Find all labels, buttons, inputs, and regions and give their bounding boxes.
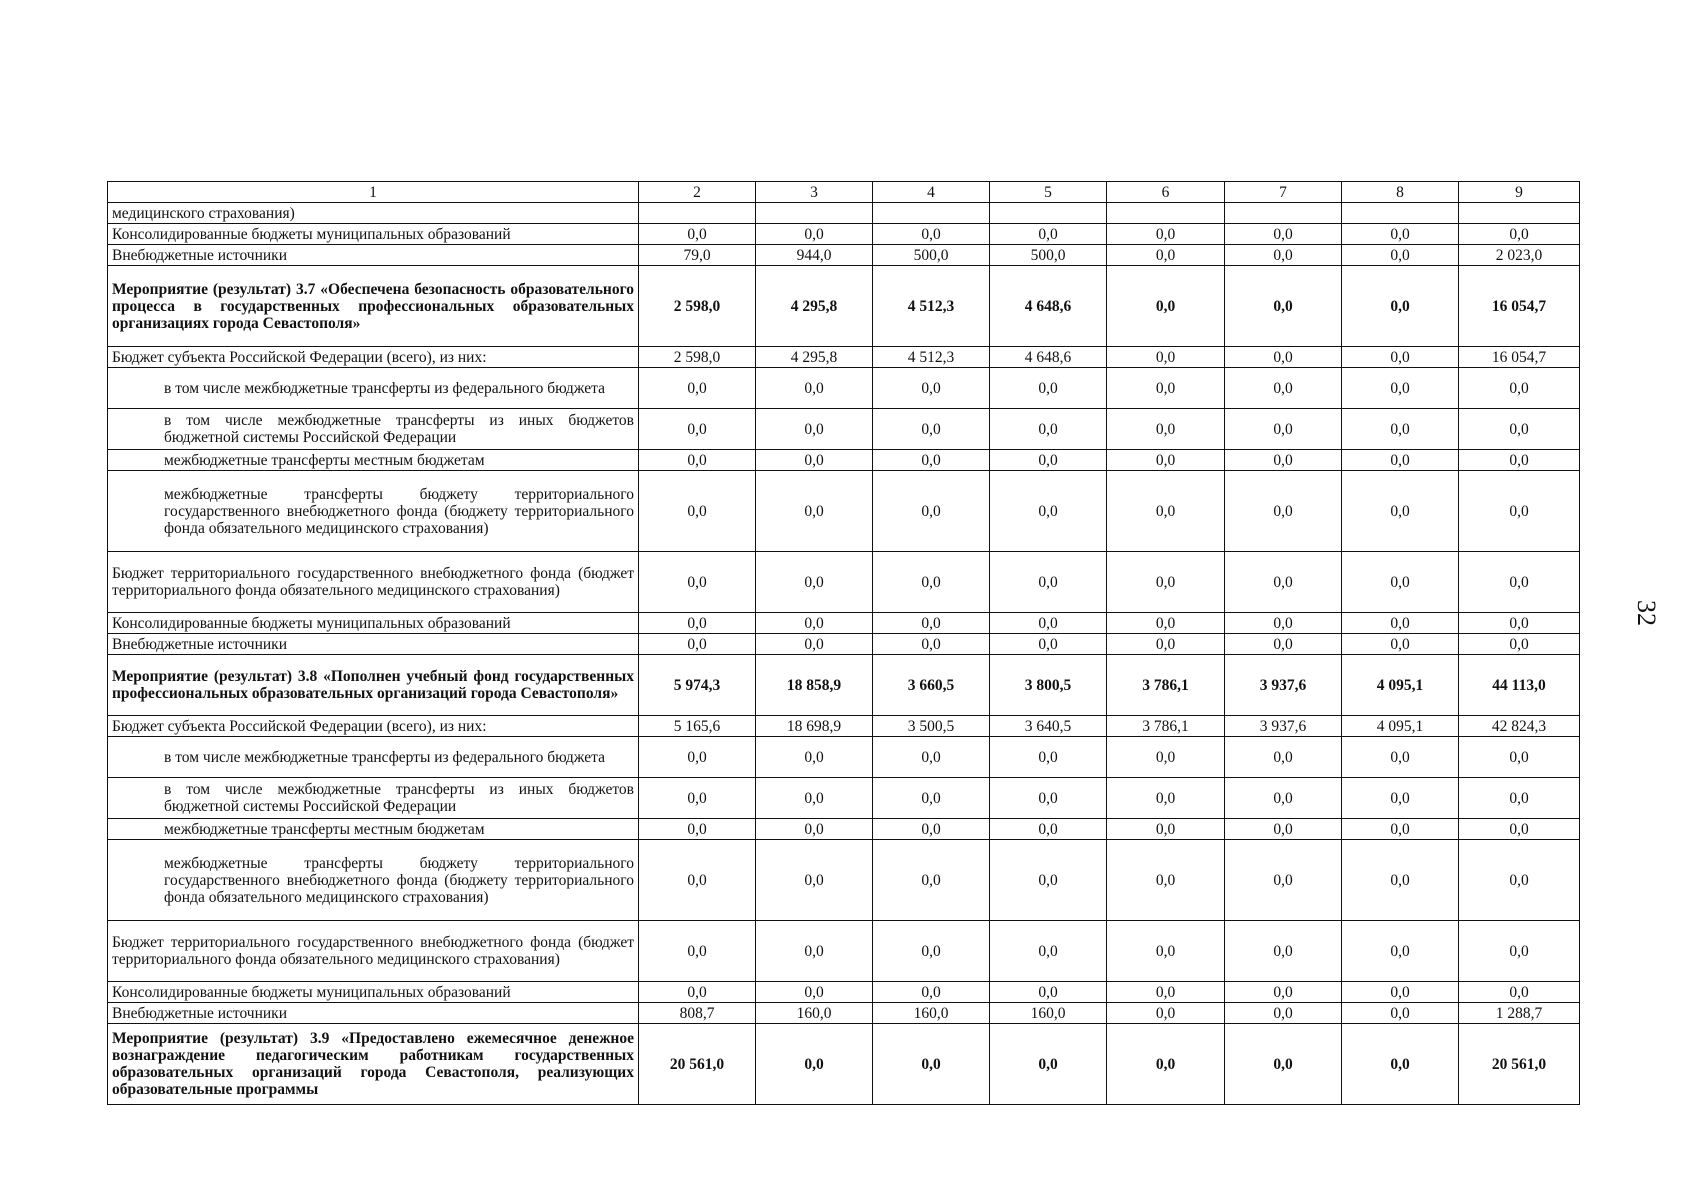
column-header: 7 [1225, 182, 1342, 203]
cell-value: 1 288,7 [1459, 1003, 1580, 1024]
cell-value: 0,0 [1225, 409, 1342, 450]
cell-value: 0,0 [1107, 982, 1225, 1003]
cell-value: 0,0 [873, 778, 990, 819]
cell-value: 0,0 [990, 450, 1107, 471]
cell-value: 0,0 [1225, 613, 1342, 634]
cell-value: 3 800,5 [990, 655, 1107, 716]
cell-value: 3 786,1 [1107, 655, 1225, 716]
cell-value: 0,0 [1342, 450, 1459, 471]
cell-value: 79,0 [639, 245, 756, 266]
cell-value: 0,0 [1342, 819, 1459, 840]
cell-value: 0,0 [1107, 224, 1225, 245]
column-header: 8 [1342, 182, 1459, 203]
cell-value: 0,0 [1107, 409, 1225, 450]
budget-table [107, 181, 1580, 1105]
budget-table-sheet [107, 181, 1579, 1105]
cell-value: 0,0 [1342, 737, 1459, 778]
cell-value: 0,0 [1107, 347, 1225, 368]
table-row [108, 471, 1580, 552]
cell-value: 0,0 [1107, 778, 1225, 819]
cell-value: 5 974,3 [639, 655, 756, 716]
cell-value: 0,0 [873, 409, 990, 450]
cell-value: 4 648,6 [990, 266, 1107, 347]
cell-value: 0,0 [990, 778, 1107, 819]
cell-value: 0,0 [1225, 778, 1342, 819]
cell-value: 0,0 [1342, 471, 1459, 552]
table-row [108, 921, 1580, 982]
cell-value: 4 295,8 [756, 266, 873, 347]
column-header: 3 [756, 182, 873, 203]
cell-value: 0,0 [756, 840, 873, 921]
cell-value: 0,0 [990, 634, 1107, 655]
cell-value: 0,0 [1225, 1003, 1342, 1024]
column-header: 9 [1459, 182, 1580, 203]
cell-value: 16 054,7 [1459, 266, 1580, 347]
table-row [108, 982, 1580, 1003]
cell-value: 0,0 [756, 368, 873, 409]
cell-value: 0,0 [1459, 921, 1580, 982]
cell-value: 0,0 [756, 450, 873, 471]
row-label: Внебюджетные источники [108, 245, 639, 266]
cell-value: 0,0 [1342, 245, 1459, 266]
cell-value: 0,0 [873, 1024, 990, 1105]
cell-value: 0,0 [1225, 450, 1342, 471]
cell-value: 0,0 [1107, 471, 1225, 552]
cell-value: 0,0 [873, 840, 990, 921]
row-label: Мероприятие (результат) 3.8 «Пополнен учебный фонд государственных профессиональных образовательных организаций города Севастополя» [108, 655, 639, 716]
table-row [108, 716, 1580, 737]
cell-value: 0,0 [990, 409, 1107, 450]
row-label: межбюджетные трансферты местным бюджетам [108, 819, 639, 840]
cell-value: 0,0 [639, 982, 756, 1003]
cell-value: 0,0 [1342, 552, 1459, 613]
cell-value: 0,0 [990, 982, 1107, 1003]
cell-value: 0,0 [1107, 613, 1225, 634]
cell-value: 0,0 [639, 634, 756, 655]
cell-value: 0,0 [639, 921, 756, 982]
cell-value: 0,0 [1225, 245, 1342, 266]
cell-value: 0,0 [1459, 471, 1580, 552]
cell-value: 0,0 [639, 450, 756, 471]
cell-value: 0,0 [873, 921, 990, 982]
cell-value: 0,0 [990, 1024, 1107, 1105]
table-header-row [108, 182, 1580, 203]
cell-value: 3 640,5 [990, 716, 1107, 737]
table-row-activity [108, 1024, 1580, 1105]
cell-value: 0,0 [1342, 921, 1459, 982]
cell-value: 0,0 [1342, 266, 1459, 347]
cell-value: 0,0 [873, 224, 990, 245]
table-row [108, 552, 1580, 613]
table-row [108, 737, 1580, 778]
cell-value: 0,0 [1459, 450, 1580, 471]
cell-value: 0,0 [639, 613, 756, 634]
row-label: в том числе межбюджетные трансферты из федерального бюджета [108, 368, 639, 409]
cell-value: 0,0 [1342, 613, 1459, 634]
cell-value: 0,0 [1225, 1024, 1342, 1105]
table-row [108, 450, 1580, 471]
cell-value: 0,0 [990, 552, 1107, 613]
cell-value: 0,0 [990, 224, 1107, 245]
cell-value: 0,0 [1459, 368, 1580, 409]
cell-value: 0,0 [1459, 552, 1580, 613]
cell-value: 0,0 [1107, 819, 1225, 840]
cell-value: 0,0 [1459, 224, 1580, 245]
cell-value: 500,0 [990, 245, 1107, 266]
cell-value: 2 598,0 [639, 266, 756, 347]
cell-value: 0,0 [756, 409, 873, 450]
cell-value: 0,0 [1342, 982, 1459, 1003]
cell-value: 500,0 [873, 245, 990, 266]
cell-value: 0,0 [990, 471, 1107, 552]
cell-value: 0,0 [990, 613, 1107, 634]
row-label: Консолидированные бюджеты муниципальных образований [108, 613, 639, 634]
cell-value: 0,0 [639, 552, 756, 613]
cell-value: 0,0 [1107, 921, 1225, 982]
row-label: Бюджет субъекта Российской Федерации (всего), из них: [108, 716, 639, 737]
cell-value: 0,0 [1107, 737, 1225, 778]
cell-value: 160,0 [990, 1003, 1107, 1024]
cell-value: 0,0 [1225, 982, 1342, 1003]
cell-value: 0,0 [639, 778, 756, 819]
cell-value: 0,0 [639, 409, 756, 450]
cell-value: 0,0 [1342, 1024, 1459, 1105]
cell-value: 0,0 [873, 634, 990, 655]
table-row [108, 409, 1580, 450]
cell-value: 0,0 [1459, 840, 1580, 921]
row-label: Консолидированные бюджеты муниципальных образований [108, 982, 639, 1003]
row-label: межбюджетные трансферты местным бюджетам [108, 450, 639, 471]
cell-value: 2 023,0 [1459, 245, 1580, 266]
row-label: в том числе межбюджетные трансферты из федерального бюджета [108, 737, 639, 778]
cell-value: 0,0 [1107, 840, 1225, 921]
cell-value: 0,0 [756, 634, 873, 655]
cell-value: 0,0 [1225, 921, 1342, 982]
cell-value: 0,0 [1107, 1003, 1225, 1024]
cell-value: 0,0 [1107, 450, 1225, 471]
cell-value: 0,0 [756, 224, 873, 245]
cell-value: 0,0 [639, 224, 756, 245]
cell-value: 0,0 [1225, 552, 1342, 613]
cell-value: 0,0 [1342, 409, 1459, 450]
cell-value [1225, 203, 1342, 224]
cell-value: 0,0 [756, 982, 873, 1003]
cell-value: 0,0 [1225, 224, 1342, 245]
row-label: Бюджет субъекта Российской Федерации (всего), из них: [108, 347, 639, 368]
cell-value: 0,0 [1107, 368, 1225, 409]
cell-value: 4 648,6 [990, 347, 1107, 368]
cell-value [756, 203, 873, 224]
column-header: 1 [108, 182, 639, 203]
cell-value: 0,0 [639, 368, 756, 409]
cell-value: 0,0 [1342, 1003, 1459, 1024]
cell-value: 0,0 [639, 840, 756, 921]
table-row [108, 819, 1580, 840]
cell-value: 0,0 [1107, 552, 1225, 613]
column-header: 5 [990, 182, 1107, 203]
cell-value: 0,0 [1459, 982, 1580, 1003]
cell-value: 808,7 [639, 1003, 756, 1024]
cell-value: 0,0 [1459, 409, 1580, 450]
table-row [108, 613, 1580, 634]
cell-value: 0,0 [1225, 737, 1342, 778]
cell-value: 0,0 [873, 368, 990, 409]
table-row-activity [108, 655, 1580, 716]
cell-value: 0,0 [1459, 613, 1580, 634]
column-header: 4 [873, 182, 990, 203]
cell-value: 5 165,6 [639, 716, 756, 737]
column-header: 2 [639, 182, 756, 203]
cell-value: 0,0 [1342, 224, 1459, 245]
cell-value [1107, 203, 1225, 224]
table-row [108, 840, 1580, 921]
cell-value: 20 561,0 [639, 1024, 756, 1105]
cell-value: 0,0 [639, 737, 756, 778]
cell-value: 3 786,1 [1107, 716, 1225, 737]
cell-value: 4 295,8 [756, 347, 873, 368]
cell-value: 160,0 [873, 1003, 990, 1024]
cell-value: 0,0 [756, 1024, 873, 1105]
cell-value: 0,0 [990, 840, 1107, 921]
table-row [108, 634, 1580, 655]
table-row [108, 368, 1580, 409]
row-label: в том числе межбюджетные трансферты из иных бюджетов бюджетной системы Российской Федерации [108, 409, 639, 450]
cell-value: 0,0 [756, 819, 873, 840]
row-label: Бюджет территориального государственного внебюджетного фонда (бюджет территориального фонда обязательного медицинского страхования) [108, 552, 639, 613]
cell-value [873, 203, 990, 224]
cell-value [1459, 203, 1580, 224]
table-row [108, 245, 1580, 266]
cell-value: 0,0 [1459, 778, 1580, 819]
cell-value: 20 561,0 [1459, 1024, 1580, 1105]
cell-value: 0,0 [1107, 634, 1225, 655]
cell-value: 0,0 [756, 613, 873, 634]
cell-value: 0,0 [756, 471, 873, 552]
cell-value [1342, 203, 1459, 224]
table-row [108, 224, 1580, 245]
table-row [108, 203, 1580, 224]
row-label: межбюджетные трансферты бюджету территориального государственного внебюджетного фонда (бюджету территориального фонда обязательного медицинского страхования) [108, 471, 639, 552]
cell-value: 0,0 [756, 552, 873, 613]
cell-value: 0,0 [756, 737, 873, 778]
cell-value: 0,0 [1459, 737, 1580, 778]
cell-value: 0,0 [990, 921, 1107, 982]
cell-value: 0,0 [756, 778, 873, 819]
cell-value: 0,0 [1225, 840, 1342, 921]
cell-value [639, 203, 756, 224]
row-label: Мероприятие (результат) 3.7 «Обеспечена безопасность образовательного процесса в государственных профессиональных образовательных организациях города Севастополя» [108, 266, 639, 347]
cell-value: 0,0 [1107, 266, 1225, 347]
cell-value: 0,0 [873, 737, 990, 778]
cell-value: 0,0 [1225, 819, 1342, 840]
table-row [108, 347, 1580, 368]
cell-value: 3 660,5 [873, 655, 990, 716]
cell-value: 0,0 [1342, 778, 1459, 819]
cell-value: 0,0 [1459, 634, 1580, 655]
cell-value: 0,0 [1342, 634, 1459, 655]
cell-value: 0,0 [873, 613, 990, 634]
table-row [108, 778, 1580, 819]
row-label: Внебюджетные источники [108, 634, 639, 655]
cell-value: 0,0 [1107, 1024, 1225, 1105]
cell-value: 3 937,6 [1225, 716, 1342, 737]
cell-value: 0,0 [873, 450, 990, 471]
cell-value: 4 512,3 [873, 266, 990, 347]
cell-value: 16 054,7 [1459, 347, 1580, 368]
cell-value: 0,0 [1342, 347, 1459, 368]
table-row [108, 1003, 1580, 1024]
cell-value: 0,0 [990, 737, 1107, 778]
cell-value: 0,0 [1225, 266, 1342, 347]
table-row-activity [108, 266, 1580, 347]
cell-value: 0,0 [1107, 245, 1225, 266]
cell-value: 4 095,1 [1342, 716, 1459, 737]
row-label: в том числе межбюджетные трансферты из иных бюджетов бюджетной системы Российской Федерации [108, 778, 639, 819]
cell-value: 0,0 [873, 471, 990, 552]
cell-value: 4 095,1 [1342, 655, 1459, 716]
column-header: 6 [1107, 182, 1225, 203]
cell-value [990, 203, 1107, 224]
cell-value: 0,0 [1225, 634, 1342, 655]
cell-value: 0,0 [1342, 840, 1459, 921]
cell-value: 0,0 [990, 819, 1107, 840]
cell-value: 0,0 [873, 819, 990, 840]
cell-value: 0,0 [990, 368, 1107, 409]
cell-value: 44 113,0 [1459, 655, 1580, 716]
row-label: Внебюджетные источники [108, 1003, 639, 1024]
cell-value: 18 858,9 [756, 655, 873, 716]
cell-value: 160,0 [756, 1003, 873, 1024]
cell-value: 0,0 [1342, 368, 1459, 409]
cell-value: 0,0 [1225, 347, 1342, 368]
row-label: Мероприятие (результат) 3.9 «Предоставлено ежемесячное денежное вознаграждение педагогическим работникам государственных образовательных организаций города Севастополя, реализующих образовательные программы [108, 1024, 639, 1105]
cell-value: 0,0 [1225, 368, 1342, 409]
row-label: Бюджет территориального государственного внебюджетного фонда (бюджет территориального фонда обязательного медицинского страхования) [108, 921, 639, 982]
cell-value: 2 598,0 [639, 347, 756, 368]
row-label: Консолидированные бюджеты муниципальных образований [108, 224, 639, 245]
row-label: медицинского страхования) [108, 203, 639, 224]
cell-value: 0,0 [639, 819, 756, 840]
cell-value: 3 500,5 [873, 716, 990, 737]
cell-value: 18 698,9 [756, 716, 873, 737]
cell-value: 0,0 [756, 921, 873, 982]
cell-value: 0,0 [873, 982, 990, 1003]
page-number: 32 [1632, 600, 1661, 626]
cell-value: 42 824,3 [1459, 716, 1580, 737]
cell-value: 3 937,6 [1225, 655, 1342, 716]
cell-value: 944,0 [756, 245, 873, 266]
cell-value: 4 512,3 [873, 347, 990, 368]
cell-value: 0,0 [1225, 471, 1342, 552]
cell-value: 0,0 [639, 471, 756, 552]
cell-value: 0,0 [873, 552, 990, 613]
row-label: межбюджетные трансферты бюджету территориального государственного внебюджетного фонда (бюджету территориального фонда обязательного медицинского страхования) [108, 840, 639, 921]
cell-value: 0,0 [1459, 819, 1580, 840]
